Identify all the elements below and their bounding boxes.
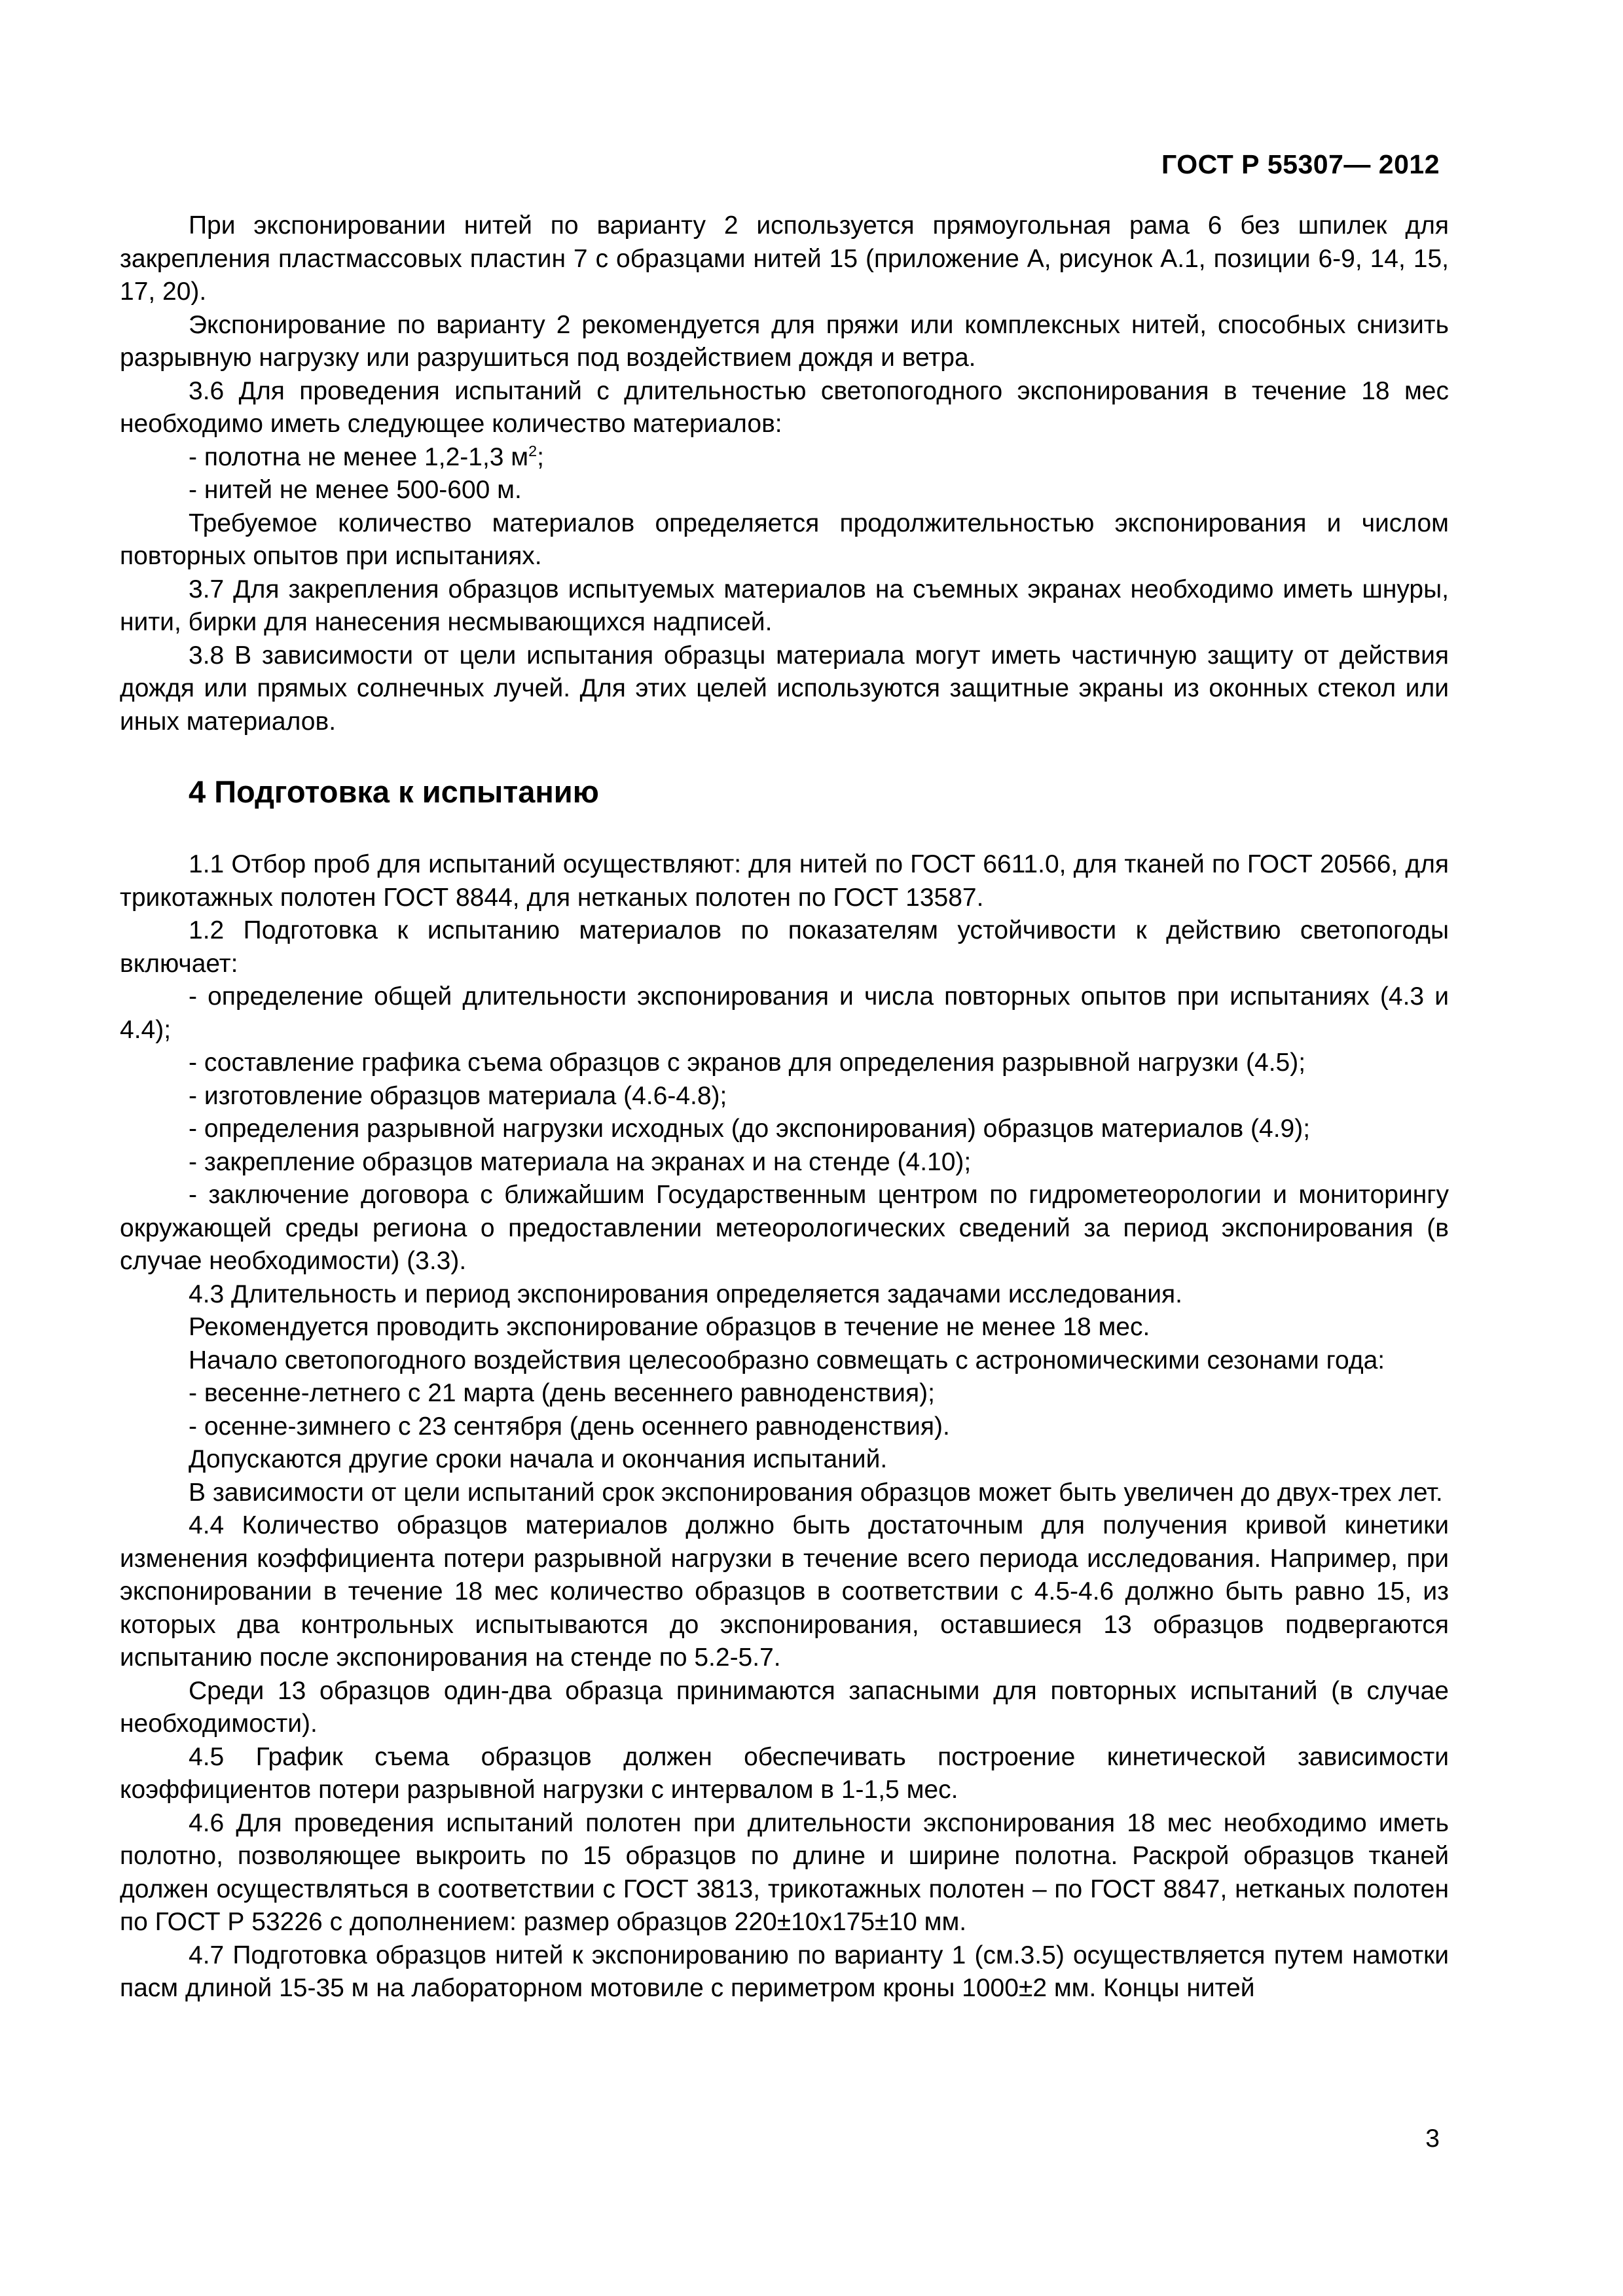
paragraph: 1.2 Подготовка к испытанию материалов по показателям устойчивости к действию светопогоды включает: xyxy=(120,916,1449,978)
material-cloth-text: - полотна не менее 1,2-1,3 м xyxy=(189,442,529,471)
list-item: - осенне-зимнего с 23 сентября (день осеннего равноденствия). xyxy=(189,1412,950,1441)
paragraph: 3.8 В зависимости от цели испытания образцы материала могут иметь частичную защиту от действия дождя или прямых солнечных лучей. Для этих целей используются защитные экраны из оконных стекол или иных материалов. xyxy=(120,641,1449,736)
list-item: - заключение договора с ближайшим Государственным центром по гидрометеорологии и мониторингу окружающей среды региона о предоставлении метеорологических сведений за период экспонирования (в случае необходимости) (3.3). xyxy=(120,1181,1449,1275)
paragraph: Экспонирование по варианту 2 рекомендуется для пряжи или комплексных нитей, способных снизить разрывную нагрузку или разрушиться под воздействием дождя и ветра. xyxy=(120,310,1449,372)
section-title: 4 Подготовка к испытанию xyxy=(189,774,599,809)
paragraph: Допускаются другие сроки начала и окончания испытаний. xyxy=(189,1445,888,1473)
paragraph: Рекомендуется проводить экспонирование образцов в течение не менее 18 мес. xyxy=(189,1313,1150,1341)
paragraph: 4.4 Количество образцов материалов должно быть достаточным для получения кривой кинетики изменения коэффициента потери разрывной нагрузки в течение всего периода исследования. Например, при экспонировании в течение 18 мес количество образцов в соответствии с 4.5-4.6 должно быть равно 15, из которых два контрольных испытываются до экспонирования, оставшиеся 13 образцов подвергаются испытанию после экспонирования на стенде по 5.2-5.7. xyxy=(120,1511,1449,1672)
list-item: - весенне-летнего с 21 марта (день весеннего равноденствия); xyxy=(189,1379,935,1407)
list-item: - закрепление образцов материала на экранах и на стенде (4.10); xyxy=(189,1147,972,1176)
material-cloth-suffix: ; xyxy=(537,442,544,471)
list-item: - изготовление образцов материала (4.6-4.8); xyxy=(189,1081,727,1110)
paragraph: 4.5 График съема образцов должен обеспечивать построение кинетической зависимости коэффициентов потери разрывной нагрузки с интервалом в 1-1,5 мес. xyxy=(120,1742,1449,1804)
page-number: 3 xyxy=(1425,2125,1440,2153)
paragraph: 3.6 Для проведения испытаний с длительностью светопогодного экспонирования в течение 18 мес необходимо иметь следующее количество материалов: xyxy=(120,376,1449,438)
list-item: - определения разрывной нагрузки исходных (до экспонирования) образцов материалов (4.9); xyxy=(189,1115,1311,1143)
list-item: - определение общей длительности экспонирования и числа повторных опытов при испытаниях (4.3 и 4.4); xyxy=(120,982,1449,1044)
paragraph: При экспонировании нитей по варианту 2 используется прямоугольная рама 6 без шпилек для закрепления пластмассовых пластин 7 с образцами нитей 15 (приложение А, рисунок А.1, позиции 6-9, 14, 15, 17, 20). xyxy=(120,211,1449,306)
paragraph: - нитей не менее 500-600 м. xyxy=(189,476,522,504)
superscript-square: 2 xyxy=(528,442,538,459)
paragraph: 4.7 Подготовка образцов нитей к экспонированию по варианту 1 (см.3.5) осуществляется путем намотки пасм длиной 15-35 м на лабораторном мотовиле с периметром кроны 1000±2 мм. Концы нитей xyxy=(120,1941,1449,2002)
paragraph: В зависимости от цели испытаний срок экспонирования образцов может быть увеличен до двух-трех лет. xyxy=(189,1478,1443,1507)
paragraph-material-cloth xyxy=(120,441,1449,475)
paragraph: 4.6 Для проведения испытаний полотен при длительности экспонирования 18 мес необходимо иметь полотно, позволяющее выкроить по 15 образцов по длине и ширине полотна. Раскрой образцов тканей должен осуществляться в соответствии с ГОСТ 3813, трикотажных полотен – по ГОСТ 8847, нетканых полотен по ГОСТ Р 53226 с дополнением: размер образцов 220±10x175±10 мм. xyxy=(120,1808,1449,1936)
paragraph: Требуемое количество материалов определяется продолжительностью экспонирования и числом повторных опытов при испытаниях. xyxy=(120,509,1449,570)
document-body xyxy=(120,209,1449,2005)
paragraph: 3.7 Для закрепления образцов испытуемых материалов на съемных экранах необходимо иметь шнуры, нити, бирки для нанесения несмывающихся надписей. xyxy=(120,575,1449,636)
document-header: ГОСТ Р 55307— 2012 xyxy=(1161,149,1440,179)
paragraph: 4.3 Длительность и период экспонирования определяется задачами исследования. xyxy=(189,1280,1182,1308)
list-item: - составление графика съема образцов с экранов для определения разрывной нагрузки (4.5); xyxy=(189,1049,1306,1077)
paragraph: Среди 13 образцов один-два образца принимаются запасными для повторных испытаний (в случае необходимости). xyxy=(120,1676,1449,1738)
paragraph: Начало светопогодного воздействия целесообразно совмещать с астрономическими сезонами года: xyxy=(189,1346,1385,1374)
paragraph: 1.1 Отбор проб для испытаний осуществляют: для нитей по ГОСТ 6611.0, для тканей по ГОСТ 20566, для трикотажных полотен ГОСТ 8844, для нетканых полотен по ГОСТ 13587. xyxy=(120,850,1449,912)
